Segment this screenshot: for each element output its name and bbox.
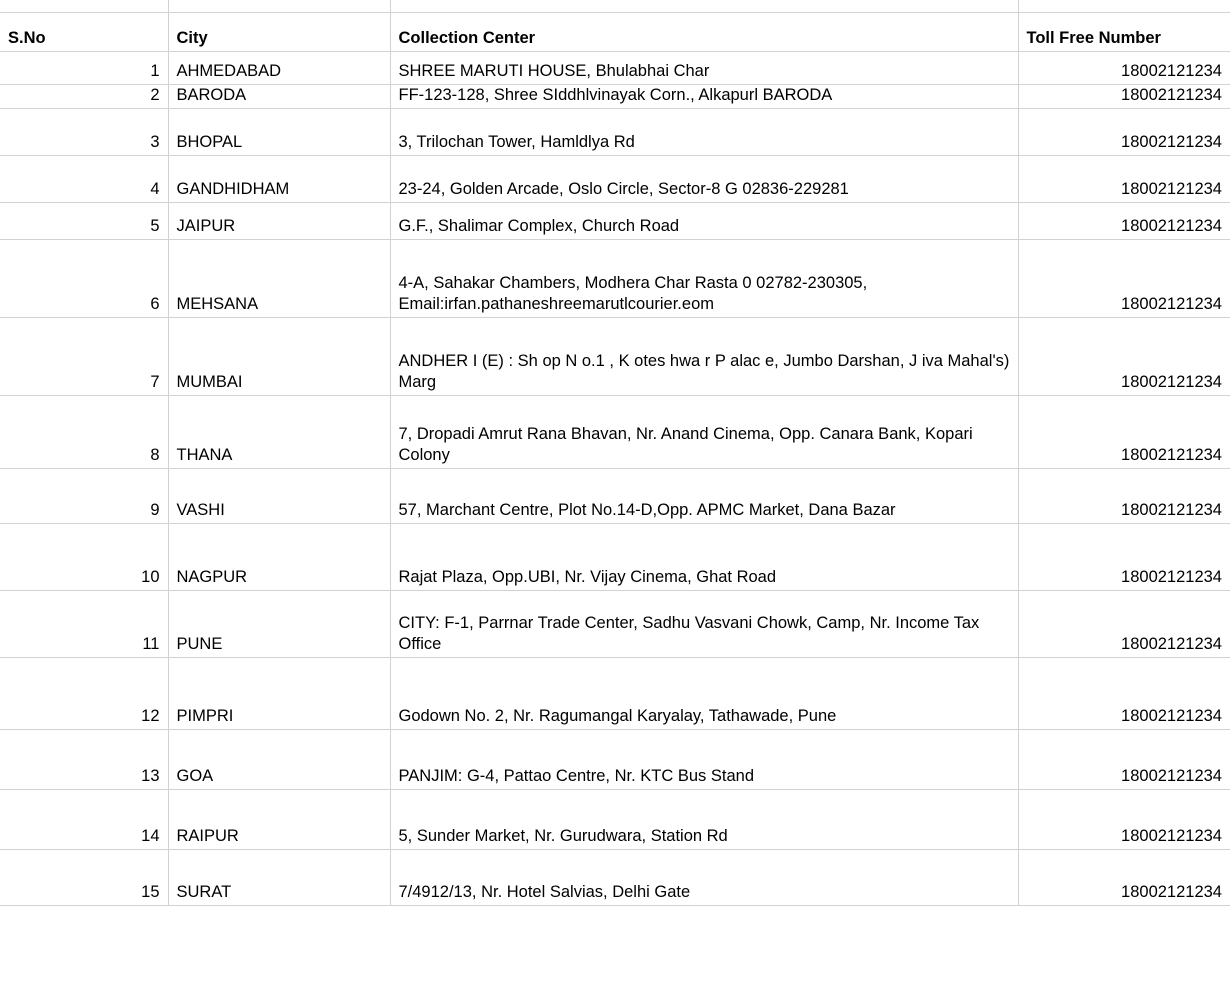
cell-toll-free-number-value: 18002121234 xyxy=(1121,217,1222,235)
spacer-cell-toll xyxy=(1018,0,1230,13)
cell-collection-center xyxy=(390,52,1018,85)
table-row xyxy=(0,590,1230,657)
table-row xyxy=(0,202,1230,239)
cell-city xyxy=(168,202,390,239)
cell-sno xyxy=(0,590,168,657)
cell-collection-center-value: SHREE MARUTI HOUSE, Bhulabhai Char xyxy=(398,62,710,81)
cell-collection-center-value: 57, Marchant Centre, Plot No.14-D,Opp. APMC Market, Dana Bazar xyxy=(398,501,896,519)
cell-city-value: JAIPUR xyxy=(176,217,236,235)
cell-city xyxy=(168,395,390,468)
cell-collection-center xyxy=(390,85,1018,109)
cell-city-value: GANDHIDHAM xyxy=(176,180,290,198)
cell-collection-center xyxy=(390,395,1018,468)
cell-toll-free-number-value: 18002121234 xyxy=(1121,501,1222,519)
cell-collection-center-value: 7, Dropadi Amrut Rana Bhavan, Nr. Anand Cinema, Opp. Canara Bank, Kopari Colony xyxy=(398,425,973,464)
cell-city-value: GOA xyxy=(176,767,214,785)
cell-city-value: PUNE xyxy=(176,635,223,653)
cell-collection-center-value: 5, Sunder Market, Nr. Gurudwara, Station Rd xyxy=(398,827,728,845)
cell-sno xyxy=(0,108,168,155)
cell-city xyxy=(168,108,390,155)
cell-toll-free-number-value: 18002121234 xyxy=(1121,62,1222,81)
cell-toll-free-number xyxy=(1018,849,1230,905)
cell-city-value: MUMBAI xyxy=(176,373,243,391)
column-header-collection-center xyxy=(390,13,1018,52)
cell-toll-free-number-value: 18002121234 xyxy=(1121,827,1222,845)
cell-collection-center xyxy=(390,657,1018,729)
cell-city xyxy=(168,789,390,849)
cell-toll-free-number xyxy=(1018,155,1230,202)
column-header-sno xyxy=(0,13,168,52)
cell-sno xyxy=(0,849,168,905)
cell-sno-value: 13 xyxy=(141,767,160,785)
cell-city xyxy=(168,52,390,85)
cell-sno-value: 14 xyxy=(141,827,160,845)
cell-collection-center-value: 3, Trilochan Tower, Hamldlya Rd xyxy=(398,133,635,151)
cell-city xyxy=(168,239,390,317)
table-row xyxy=(0,239,1230,317)
cell-collection-center xyxy=(390,729,1018,789)
cell-collection-center-value: FF-123-128, Shree SIddhlvinayak Corn., Alkapurl BARODA xyxy=(398,86,833,104)
cell-toll-free-number xyxy=(1018,523,1230,590)
cell-sno xyxy=(0,523,168,590)
cell-city-value: MEHSANA xyxy=(176,295,259,313)
column-header-collection-center-label: Collection Center xyxy=(398,29,536,48)
cell-collection-center xyxy=(390,468,1018,523)
cell-city-value: PIMPRI xyxy=(176,707,234,725)
cell-toll-free-number xyxy=(1018,789,1230,849)
cell-toll-free-number xyxy=(1018,202,1230,239)
cell-sno-value: 8 xyxy=(150,446,160,464)
cell-toll-free-number-value: 18002121234 xyxy=(1121,180,1222,198)
table-top-spacer-row xyxy=(0,0,1230,13)
cell-collection-center-value: ANDHER I (E) : Sh op N o.1 , K otes hwa r P alac e, Jumbo Darshan, J iva Mahal's) Marg xyxy=(398,352,1010,391)
cell-city-value: BHOPAL xyxy=(176,133,243,151)
cell-sno-value: 11 xyxy=(142,635,160,653)
cell-toll-free-number-value: 18002121234 xyxy=(1121,133,1222,151)
spacer-cell-sno xyxy=(0,0,168,13)
cell-toll-free-number xyxy=(1018,468,1230,523)
cell-toll-free-number-value: 18002121234 xyxy=(1121,446,1222,464)
column-header-toll-free-number xyxy=(1018,13,1230,52)
cell-sno xyxy=(0,85,168,109)
cell-sno-value: 7 xyxy=(150,373,160,391)
table-row xyxy=(0,657,1230,729)
table-row xyxy=(0,108,1230,155)
cell-collection-center xyxy=(390,108,1018,155)
cell-city xyxy=(168,729,390,789)
cell-city-value: VASHI xyxy=(176,501,225,519)
cell-city xyxy=(168,657,390,729)
cell-toll-free-number-value: 18002121234 xyxy=(1121,635,1222,653)
cell-toll-free-number xyxy=(1018,317,1230,395)
table-row xyxy=(0,789,1230,849)
cell-collection-center xyxy=(390,789,1018,849)
cell-city xyxy=(168,468,390,523)
cell-collection-center-value: PANJIM: G-4, Pattao Centre, Nr. KTC Bus Stand xyxy=(398,767,754,785)
cell-collection-center-value: Godown No. 2, Nr. Ragumangal Karyalay, Tathawade, Pune xyxy=(398,707,837,725)
cell-collection-center xyxy=(390,155,1018,202)
cell-city xyxy=(168,849,390,905)
table-header-row xyxy=(0,13,1230,52)
cell-city xyxy=(168,590,390,657)
cell-sno xyxy=(0,395,168,468)
cell-sno xyxy=(0,317,168,395)
cell-toll-free-number-value: 18002121234 xyxy=(1121,295,1222,313)
table-row xyxy=(0,523,1230,590)
cell-toll-free-number-value: 18002121234 xyxy=(1121,86,1222,104)
cell-toll-free-number-value: 18002121234 xyxy=(1121,767,1222,785)
cell-sno xyxy=(0,52,168,85)
column-header-city xyxy=(168,13,390,52)
cell-city-value: THANA xyxy=(176,446,233,464)
cell-collection-center-value: 23-24, Golden Arcade, Oslo Circle, Sector-8 G 02836-229281 xyxy=(398,180,849,198)
cell-sno-value: 4 xyxy=(150,180,160,198)
cell-toll-free-number xyxy=(1018,657,1230,729)
table-row xyxy=(0,317,1230,395)
cell-city xyxy=(168,317,390,395)
cell-sno xyxy=(0,155,168,202)
cell-sno xyxy=(0,202,168,239)
cell-collection-center-value: 7/4912/13, Nr. Hotel Salvias, Delhi Gate xyxy=(398,883,691,901)
cell-toll-free-number-value: 18002121234 xyxy=(1121,568,1222,586)
table-row xyxy=(0,468,1230,523)
cell-sno xyxy=(0,729,168,789)
cell-toll-free-number xyxy=(1018,239,1230,317)
cell-city-value: SURAT xyxy=(176,883,232,901)
spacer-cell-center xyxy=(390,0,1018,13)
cell-sno xyxy=(0,657,168,729)
table-row xyxy=(0,729,1230,789)
cell-sno xyxy=(0,789,168,849)
cell-city-value: AHMEDABAD xyxy=(176,62,282,81)
cell-sno-value: 2 xyxy=(150,86,160,104)
cell-sno xyxy=(0,239,168,317)
cell-sno-value: 1 xyxy=(150,62,160,81)
column-header-city-label: City xyxy=(176,29,208,48)
cell-collection-center xyxy=(390,523,1018,590)
cell-sno-value: 5 xyxy=(150,217,160,235)
table-row xyxy=(0,52,1230,85)
cell-city xyxy=(168,155,390,202)
cell-toll-free-number-value: 18002121234 xyxy=(1121,373,1222,391)
cell-city xyxy=(168,85,390,109)
cell-toll-free-number xyxy=(1018,85,1230,109)
cell-collection-center xyxy=(390,849,1018,905)
cell-collection-center-value: CITY: F-1, Parrnar Trade Center, Sadhu Vasvani Chowk, Camp, Nr. Income Tax Office xyxy=(398,614,980,653)
table-row xyxy=(0,155,1230,202)
cell-collection-center xyxy=(390,590,1018,657)
cell-toll-free-number xyxy=(1018,52,1230,85)
cell-city xyxy=(168,523,390,590)
cell-collection-center-value: G.F., Shalimar Complex, Church Road xyxy=(398,217,680,235)
cell-toll-free-number xyxy=(1018,590,1230,657)
column-header-toll-free-number-label: Toll Free Number xyxy=(1026,29,1161,48)
table-row xyxy=(0,849,1230,905)
column-header-sno-label: S.No xyxy=(8,29,46,48)
spacer-cell-city xyxy=(168,0,390,13)
cell-sno-value: 12 xyxy=(141,707,160,725)
cell-toll-free-number xyxy=(1018,729,1230,789)
cell-sno-value: 3 xyxy=(150,133,160,151)
cell-city-value: NAGPUR xyxy=(176,568,248,586)
cell-sno-value: 6 xyxy=(150,295,160,313)
cell-city-value: RAIPUR xyxy=(176,827,239,845)
cell-collection-center-value: 4-A, Sahakar Chambers, Modhera Char Rasta 0 02782-230305, Email:irfan.pathaneshreemarutlcourier.eom xyxy=(398,274,868,313)
cell-toll-free-number xyxy=(1018,108,1230,155)
cell-collection-center-value: Rajat Plaza, Opp.UBI, Nr. Vijay Cinema, Ghat Road xyxy=(398,568,777,586)
cell-sno xyxy=(0,468,168,523)
cell-collection-center xyxy=(390,317,1018,395)
cell-sno-value: 10 xyxy=(141,568,160,586)
table-row xyxy=(0,395,1230,468)
cell-toll-free-number-value: 18002121234 xyxy=(1121,707,1222,725)
cell-toll-free-number-value: 18002121234 xyxy=(1121,883,1222,901)
cell-collection-center xyxy=(390,239,1018,317)
table-row xyxy=(0,85,1230,109)
cell-sno-value: 9 xyxy=(150,501,160,519)
cell-toll-free-number xyxy=(1018,395,1230,468)
cell-city-value: BARODA xyxy=(176,86,247,104)
cell-collection-center xyxy=(390,202,1018,239)
cell-sno-value: 15 xyxy=(141,883,160,901)
